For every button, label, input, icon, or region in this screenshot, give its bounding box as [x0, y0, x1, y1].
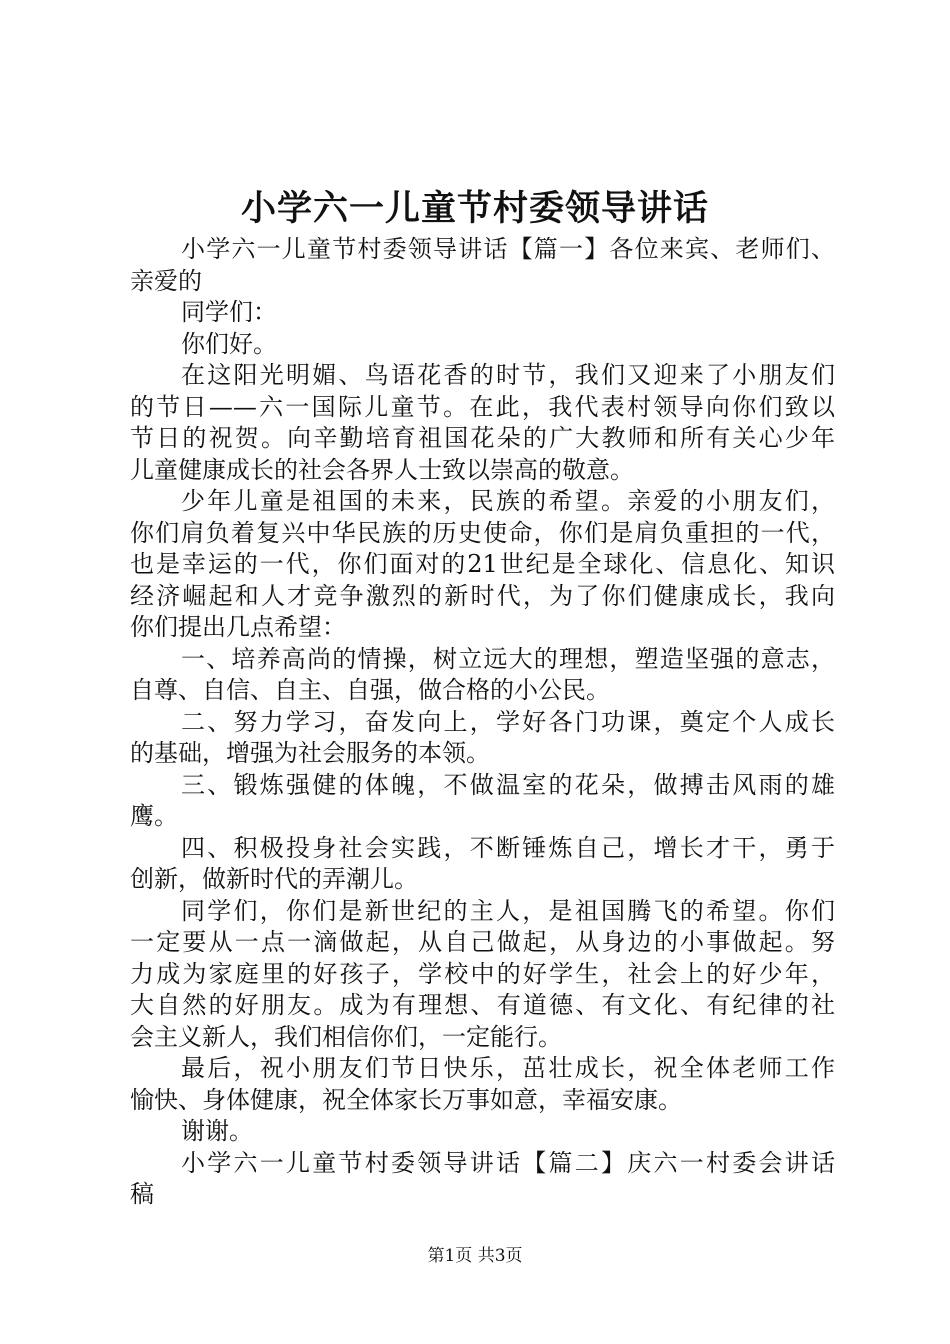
text-line: 少年儿童是祖国的未来，民族的希望。亲爱的小朋友们，	[181, 487, 835, 515]
text-line: 的节日——六一国际儿童节。在此，我代表村领导向你们致以	[130, 392, 835, 421]
text-line: 力成为家庭里的好孩子，学校中的好学生，社会上的好少年，	[130, 959, 835, 988]
text-line: 节日的祝贺。向辛勤培育祖国花朵的广大教师和所有关心少年	[130, 424, 835, 452]
text-line: 亲爱的	[130, 266, 202, 295]
text-line: 二、努力学习，奋发向上，学好各门功课，奠定个人成长	[181, 707, 835, 736]
text-line: 同学们：	[181, 298, 277, 326]
text-line: 的基础，增强为社会服务的本领。	[130, 739, 490, 767]
text-line: 儿童健康成长的社会各界人士致以崇高的敬意。	[130, 455, 634, 484]
text-line: 经济崛起和人才竞争激烈的新时代，为了你们健康成长，我向	[130, 581, 835, 610]
text-line: 大自然的好朋友。成为有理想、有道德、有文化、有纪律的社	[130, 991, 835, 1019]
text-line: 一、培养高尚的情操，树立远大的理想，塑造坚强的意志，	[181, 644, 835, 673]
page-footer: 第1页 共3页	[427, 1246, 523, 1266]
document-title: 小学六一儿童节村委领导讲话	[240, 188, 709, 229]
text-line: 会主义新人，我们相信你们，一定能行。	[130, 1022, 562, 1051]
text-line: 创新，做新时代的弄潮儿。	[130, 865, 418, 893]
text-line: 自尊、自信、自主、自强，做合格的小公民。	[130, 676, 610, 704]
text-line: 四、积极投身社会实践，不断锤炼自己，增长才干，勇于	[181, 833, 835, 862]
text-line: 你们肩负着复兴中华民族的历史使命，你们是肩负重担的一代，	[130, 518, 835, 547]
text-line: 也是幸运的一代，你们面对的21世纪是全球化、信息化、知识	[130, 550, 835, 578]
text-line: 鹰。	[130, 802, 178, 830]
text-line: 你们好。	[181, 329, 277, 358]
text-line: 稿	[130, 1180, 154, 1208]
text-line: 一定要从一点一滴做起，从自己做起，从身边的小事做起。努	[130, 928, 835, 956]
text-line: 谢谢。	[181, 1117, 253, 1145]
text-line: 三、锻炼强健的体魄，不做温室的花朵，做搏击风雨的雄	[181, 770, 835, 799]
text-line: 小学六一儿童节村委领导讲话【篇一】各位来宾、老师们、	[181, 235, 835, 263]
text-line: 愉快、身体健康，祝全体家长万事如意，幸福安康。	[130, 1085, 682, 1114]
document-body	[130, 234, 835, 1211]
text-line: 在这阳光明媚、鸟语花香的时节，我们又迎来了小朋友们	[181, 361, 835, 389]
text-line: 小学六一儿童节村委领导讲话【篇二】庆六一村委会讲话	[181, 1148, 835, 1177]
text-line: 最后，祝小朋友们节日快乐，茁壮成长，祝全体老师工作	[181, 1054, 835, 1082]
text-line: 同学们，你们是新世纪的主人，是祖国腾飞的希望。你们	[181, 896, 835, 925]
text-line: 你们提出几点希望：	[130, 613, 346, 641]
